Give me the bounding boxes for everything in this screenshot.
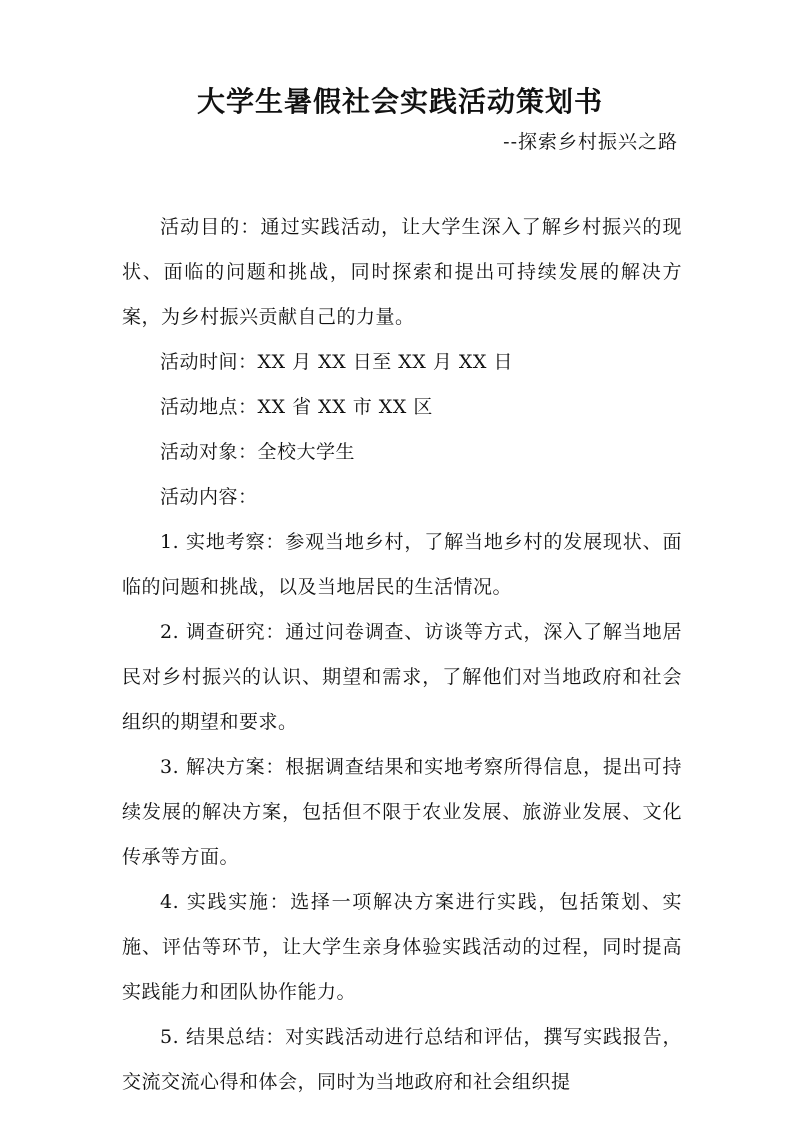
paragraph-location: 活动地点：XX 省 XX 市 XX 区: [160, 396, 433, 418]
paragraph-purpose: 活动目的：通过实践活动，让大学生深入了解乡村振兴的现状、面临的问题和挑战，同时探索和提出可持续发展的解决方案，为乡村振兴贡献自己的力量。: [122, 216, 682, 328]
paragraph-content-heading: 活动内容：: [160, 486, 258, 508]
paragraph-item-1: 1. 实地考察：参观当地乡村，了解当地乡村的发展现状、面临的问题和挑战，以及当地居民的生活情况。: [122, 531, 682, 598]
document-subtitle: --探索乡村振兴之路: [503, 131, 678, 153]
paragraph-audience: 活动对象：全校大学生: [160, 441, 356, 463]
paragraph-item-3: 3. 解决方案：根据调查结果和实地考察所得信息，提出可持续发展的解决方案，包括但不限于农业发展、旅游业发展、文化传承等方面。: [122, 756, 682, 868]
document-body: [122, 205, 682, 1105]
paragraph-item-5: 5. 结果总结：对实践活动进行总结和评估，撰写实践报告，交流交流心得和体会，同时为当地政府和社会组织提: [122, 1026, 682, 1093]
paragraph-item-4: 4. 实践实施：选择一项解决方案进行实践，包括策划、实施、评估等环节，让大学生亲身体验实践活动的过程，同时提高实践能力和团队协作能力。: [122, 891, 682, 1003]
paragraph-time: 活动时间：XX 月 XX 日至 XX 月 XX 日: [160, 351, 513, 373]
paragraph-item-2: 2. 调查研究：通过问卷调查、访谈等方式，深入了解当地居民对乡村振兴的认识、期望和需求，了解他们对当地政府和社会组织的期望和要求。: [122, 621, 682, 733]
document-title: 大学生暑假社会实践活动策划书: [196, 85, 603, 118]
